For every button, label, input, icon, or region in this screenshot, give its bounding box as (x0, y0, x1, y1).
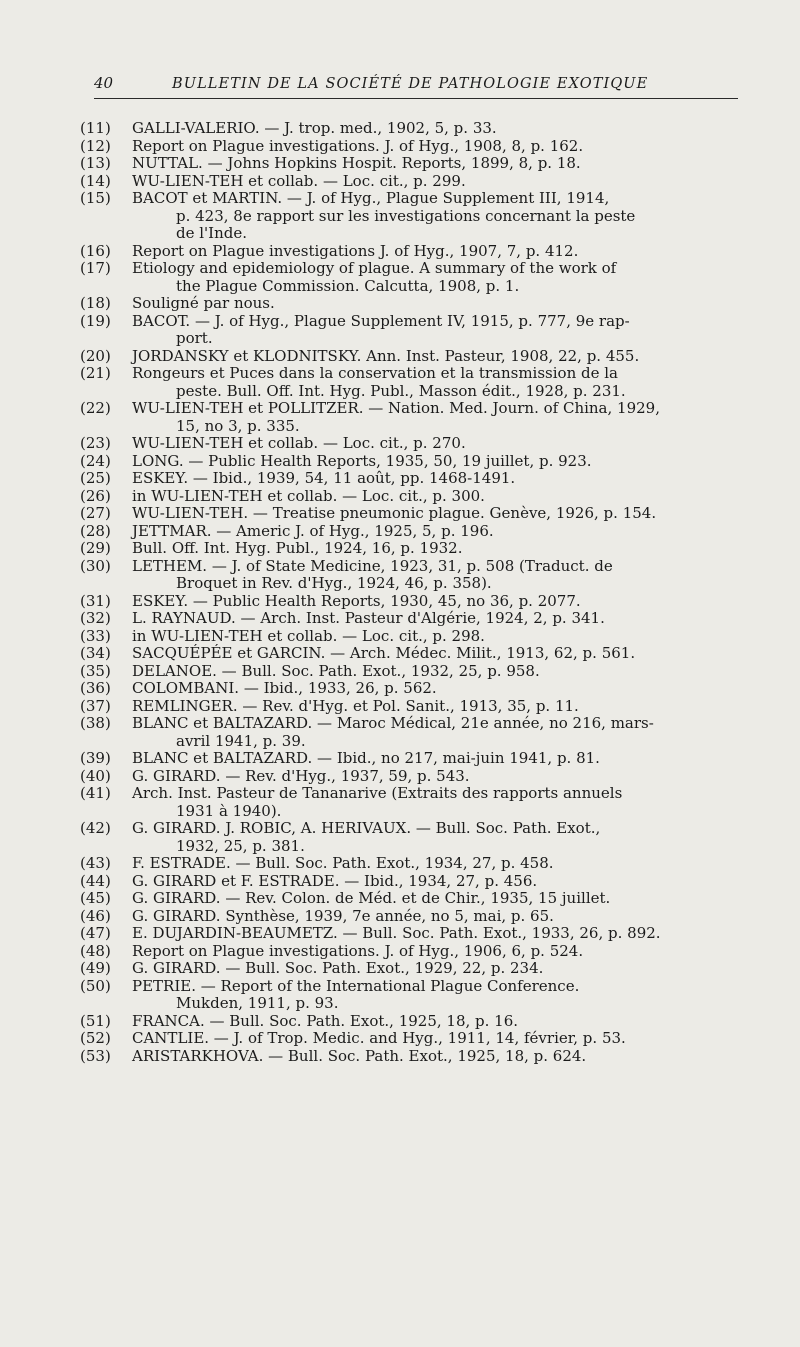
reference-number: (32) (80, 609, 111, 627)
reference-entry (80, 593, 740, 611)
running-title: BULLETIN DE LA SOCIÉTÉ DE PATHOLOGIE EXOTIQUE (172, 76, 649, 92)
reference-line: 1931 à 1940). (176, 801, 282, 820)
reference-text (132, 610, 740, 628)
reference-number: (12) (80, 136, 111, 155)
reference-text (132, 173, 740, 191)
reference-entry (80, 610, 740, 628)
reference-number: (16) (80, 241, 111, 260)
page-number: 40 (94, 74, 114, 92)
reference-number: (34) (80, 644, 111, 662)
reference-entry (80, 540, 740, 558)
reference-number: (44) (80, 871, 111, 890)
reference-entry (80, 365, 740, 400)
reference-line: SACQUÉPÉE et GARCIN. — Arch. Médec. Milit., 1913, 62, p. 561. (132, 644, 636, 662)
reference-entry (80, 523, 740, 541)
reference-text (132, 435, 740, 453)
reference-line: WU-LIEN-TEH et collab. — Loc. cit., p. 299. (132, 171, 466, 190)
reference-number: (20) (80, 346, 111, 365)
reference-text (132, 348, 740, 366)
reference-entry (80, 488, 740, 506)
reference-text (132, 558, 740, 593)
reference-text (132, 890, 740, 908)
reference-line: DELANOE. — Bull. Soc. Path. Exot., 1932, 25, p. 958. (132, 661, 540, 680)
reference-entry (80, 295, 740, 313)
reference-text (132, 628, 740, 646)
reference-text (132, 365, 740, 400)
reference-number: (47) (80, 924, 111, 942)
reference-text (132, 768, 740, 786)
reference-line: p. 423, 8e rapport sur les investigations concernant la peste (176, 206, 636, 225)
reference-line: E. DUJARDIN-BEAUMETZ. — Bull. Soc. Path. Exot., 1933, 26, p. 892. (132, 924, 661, 942)
reference-entry (80, 750, 740, 768)
reference-entry (80, 400, 740, 435)
reference-number: (25) (80, 469, 111, 487)
reference-number: (26) (80, 486, 111, 505)
reference-line: GALLI-VALERIO. — J. trop. med., 1902, 5, p. 33. (132, 119, 497, 137)
reference-line: JORDANSKY et KLODNITSKY. Ann. Inst. Pasteur, 1908, 22, p. 455. (132, 346, 640, 365)
reference-line: CANTLIE. — J. of Trop. Medic. and Hyg., 1911, 14, février, p. 53. (132, 1029, 626, 1047)
reference-line: JETTMAR. — Americ J. of Hyg., 1925, 5, p. 196. (132, 521, 494, 540)
reference-line: Bull. Off. Int. Hyg. Publ., 1924, 16, p. 1932. (132, 539, 463, 557)
reference-number: (37) (80, 696, 111, 715)
reference-number: (41) (80, 784, 111, 802)
reference-entry (80, 698, 740, 716)
reference-number: (13) (80, 154, 111, 172)
reference-line: G. GIRARD. — Bull. Soc. Path. Exot., 1929, 22, p. 234. (132, 959, 544, 977)
reference-entry (80, 138, 740, 156)
reference-entry (80, 943, 740, 961)
reference-line: the Plague Commission. Calcutta, 1908, p. 1. (176, 276, 520, 295)
reference-entry (80, 260, 740, 295)
reference-line: ESKEY. — Ibid., 1939, 54, 11 août, pp. 1468-1491. (132, 469, 516, 487)
reference-entry (80, 960, 740, 978)
reference-entry (80, 1030, 740, 1048)
reference-text (132, 943, 740, 961)
reference-line: avril 1941, p. 39. (176, 731, 306, 750)
reference-entry (80, 785, 740, 820)
reference-line: WU-LIEN-TEH et POLLITZER. — Nation. Med. Journ. of China, 1929, (132, 399, 660, 417)
reference-number: (42) (80, 819, 111, 837)
reference-entry (80, 978, 740, 1013)
reference-text (132, 925, 740, 943)
reference-number: (17) (80, 259, 111, 277)
reference-text (132, 260, 740, 295)
reference-text (132, 785, 740, 820)
reference-line: Etiology and epidemiology of plague. A summary of the work of (132, 259, 617, 277)
reference-text (132, 190, 740, 243)
reference-number: (48) (80, 941, 111, 960)
reference-entry (80, 505, 740, 523)
reference-text (132, 1013, 740, 1031)
reference-number: (50) (80, 976, 111, 995)
reference-text (132, 243, 740, 261)
reference-text (132, 978, 740, 1013)
reference-line: FRANCA. — Bull. Soc. Path. Exot., 1925, 18, p. 16. (132, 1011, 519, 1030)
reference-text (132, 120, 740, 138)
reference-entry (80, 768, 740, 786)
reference-line: ESKEY. — Public Health Reports, 1930, 45, no 36, p. 2077. (132, 591, 581, 610)
reference-line: Report on Plague investigations. J. of Hyg., 1906, 6, p. 524. (132, 941, 584, 960)
reference-number: (43) (80, 854, 111, 872)
reference-text (132, 470, 740, 488)
reference-line: COLOMBANI. — Ibid., 1933, 26, p. 562. (132, 679, 437, 697)
reference-entry (80, 715, 740, 750)
reference-line: Arch. Inst. Pasteur de Tananarive (Extraits des rapports annuels (132, 784, 623, 802)
reference-number: (24) (80, 451, 111, 470)
reference-number: (36) (80, 679, 111, 697)
reference-line: LETHEM. — J. of State Medicine, 1923, 31, p. 508 (Traduct. de (132, 556, 613, 575)
reference-entry (80, 313, 740, 348)
reference-line: in WU-LIEN-TEH et collab. — Loc. cit., p. 300. (132, 486, 485, 505)
reference-number: (11) (80, 119, 111, 137)
reference-number: (14) (80, 171, 111, 190)
reference-number: (53) (80, 1046, 111, 1065)
reference-text (132, 855, 740, 873)
reference-line: G. GIRARD. J. ROBIC, A. HERIVAUX. — Bull. Soc. Path. Exot., (132, 819, 601, 837)
reference-line: Report on Plague investigations. J. of Hyg., 1908, 8, p. 162. (132, 136, 584, 155)
reference-entry (80, 1048, 740, 1066)
reference-line: Souligné par nous. (132, 294, 275, 312)
reference-number: (40) (80, 766, 111, 785)
reference-text (132, 488, 740, 506)
reference-text (132, 1030, 740, 1048)
reference-entry (80, 470, 740, 488)
reference-entry (80, 855, 740, 873)
reference-text (132, 820, 740, 855)
reference-entry (80, 173, 740, 191)
reference-number: (19) (80, 311, 111, 330)
reference-entry (80, 873, 740, 891)
reference-line: Rongeurs et Puces dans la conservation et la transmission de la (132, 364, 618, 382)
reference-text (132, 873, 740, 891)
reference-line: BLANC et BALTAZARD. — Maroc Médical, 21e année, no 216, mars- (132, 714, 654, 732)
reference-text (132, 715, 740, 750)
reference-entry (80, 628, 740, 646)
reference-number: (49) (80, 959, 111, 977)
reference-number: (29) (80, 539, 111, 557)
reference-number: (38) (80, 714, 111, 732)
reference-entry (80, 453, 740, 471)
reference-line: REMLINGER. — Rev. d'Hyg. et Pol. Sanit., 1913, 35, p. 11. (132, 696, 579, 715)
reference-line: F. ESTRADE. — Bull. Soc. Path. Exot., 1934, 27, p. 458. (132, 854, 554, 872)
reference-line: Report on Plague investigations J. of Hyg., 1907, 7, p. 412. (132, 241, 579, 260)
reference-line: L. RAYNAUD. — Arch. Inst. Pasteur d'Algérie, 1924, 2, p. 341. (132, 609, 605, 627)
reference-line: Mukden, 1911, p. 93. (176, 994, 339, 1012)
page-header (94, 72, 738, 99)
reference-text (132, 593, 740, 611)
reference-line: G. GIRARD. — Rev. d'Hyg., 1937, 59, p. 543. (132, 766, 470, 785)
reference-entry (80, 243, 740, 261)
reference-line: LONG. — Public Health Reports, 1935, 50, 19 juillet, p. 923. (132, 451, 592, 470)
reference-line: Broquet in Rev. d'Hyg., 1924, 46, p. 358). (176, 574, 492, 592)
reference-line: G. GIRARD. Synthèse, 1939, 7e année, no 5, mai, p. 65. (132, 906, 554, 925)
reference-line: BACOT et MARTIN. — J. of Hyg., Plague Supplement III, 1914, (132, 189, 610, 207)
reference-entry (80, 190, 740, 243)
reference-number: (21) (80, 364, 111, 382)
reference-entry (80, 925, 740, 943)
reference-text (132, 680, 740, 698)
reference-entry (80, 1013, 740, 1031)
reference-number: (33) (80, 626, 111, 645)
reference-number: (51) (80, 1011, 111, 1030)
reference-text (132, 523, 740, 541)
reference-line: 15, no 3, p. 335. (176, 416, 300, 435)
reference-entry (80, 890, 740, 908)
reference-line: WU-LIEN-TEH. — Treatise pneumonic plague. Genève, 1926, p. 154. (132, 504, 657, 522)
reference-entry (80, 348, 740, 366)
reference-number: (39) (80, 749, 111, 767)
reference-number: (31) (80, 591, 111, 610)
reference-entry (80, 820, 740, 855)
reference-text (132, 313, 740, 348)
reference-line: 1932, 25, p. 381. (176, 836, 305, 855)
reference-line: de l'Inde. (176, 224, 248, 242)
reference-line: WU-LIEN-TEH et collab. — Loc. cit., p. 270. (132, 434, 466, 452)
reference-text (132, 155, 740, 173)
reference-entry (80, 120, 740, 138)
reference-line: port. (176, 329, 213, 347)
reference-number: (15) (80, 189, 111, 207)
reference-text (132, 645, 740, 663)
reference-number: (22) (80, 399, 111, 417)
reference-number: (18) (80, 294, 111, 312)
reference-text (132, 750, 740, 768)
reference-line: G. GIRARD et F. ESTRADE. — Ibid., 1934, 27, p. 456. (132, 871, 538, 890)
reference-text (132, 698, 740, 716)
reference-number: (27) (80, 504, 111, 522)
reference-number: (23) (80, 434, 111, 452)
reference-text (132, 400, 740, 435)
reference-line: peste. Bull. Off. Int. Hyg. Publ., Masson édit., 1928, p. 231. (176, 381, 626, 400)
reference-line: BACOT. — J. of Hyg., Plague Supplement IV, 1915, p. 777, 9e rap- (132, 311, 630, 330)
reference-number: (46) (80, 906, 111, 925)
reference-entry (80, 645, 740, 663)
reference-number: (35) (80, 661, 111, 680)
reference-number: (52) (80, 1029, 111, 1047)
reference-entry (80, 435, 740, 453)
reference-number: (28) (80, 521, 111, 540)
reference-text (132, 663, 740, 681)
reference-number: (45) (80, 889, 111, 907)
reference-text (132, 138, 740, 156)
reference-line: ARISTARKHOVA. — Bull. Soc. Path. Exot., 1925, 18, p. 624. (132, 1046, 587, 1065)
reference-line: G. GIRARD. — Rev. Colon. de Méd. et de Chir., 1935, 15 juillet. (132, 889, 611, 907)
reference-line: NUTTAL. — Johns Hopkins Hospit. Reports, 1899, 8, p. 18. (132, 154, 581, 172)
reference-entry (80, 908, 740, 926)
reference-text (132, 908, 740, 926)
reference-text (132, 540, 740, 558)
reference-text (132, 295, 740, 313)
reference-entry (80, 663, 740, 681)
reference-text (132, 453, 740, 471)
reference-text (132, 960, 740, 978)
reference-text (132, 505, 740, 523)
reference-entry (80, 680, 740, 698)
reference-text (132, 1048, 740, 1066)
reference-entry (80, 155, 740, 173)
reference-list (80, 120, 740, 1065)
reference-entry (80, 558, 740, 593)
reference-number: (30) (80, 556, 111, 575)
reference-line: PETRIE. — Report of the International Plague Conference. (132, 976, 580, 995)
reference-line: BLANC et BALTAZARD. — Ibid., no 217, mai-juin 1941, p. 81. (132, 749, 600, 767)
reference-line: in WU-LIEN-TEH et collab. — Loc. cit., p. 298. (132, 626, 485, 645)
